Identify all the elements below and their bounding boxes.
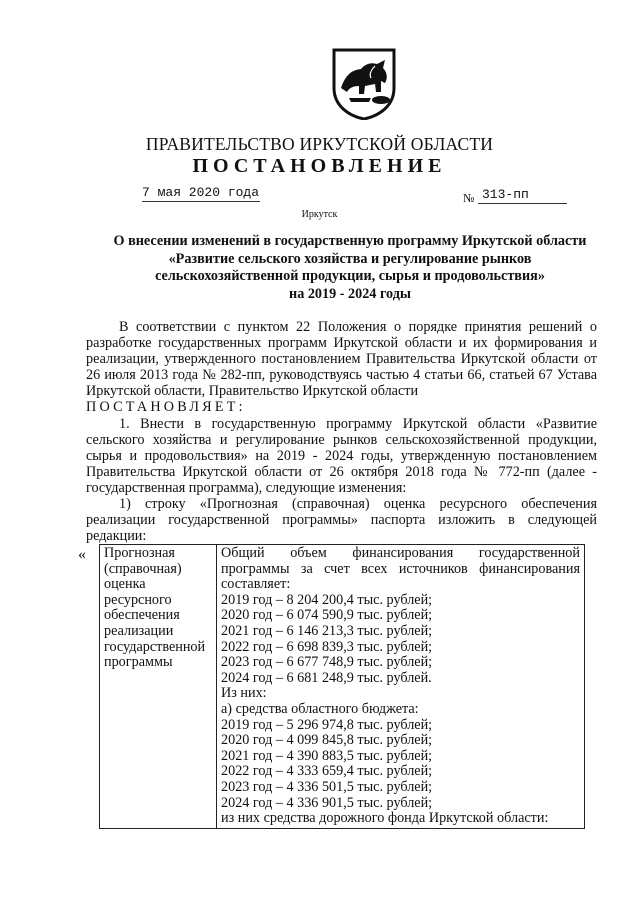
paragraph-item-1-1: 1) строку «Прогнозная (справочная) оценка ресурсного обеспечения реализации государственной программы» паспорта изложить в следующей редакции: bbox=[86, 496, 597, 545]
left-line: ресурсного bbox=[104, 591, 172, 608]
left-line: программы bbox=[104, 654, 173, 671]
left-line: обеспечения bbox=[104, 607, 180, 624]
regional-line: 2024 год – 4 336 901,5 тыс. рублей; bbox=[221, 794, 433, 811]
table-left-cell bbox=[100, 545, 217, 829]
document-title bbox=[70, 233, 630, 303]
decree-date: 7 мая 2020 года bbox=[142, 185, 260, 200]
left-line: реализации bbox=[104, 622, 174, 639]
resource-table bbox=[99, 544, 585, 829]
table-row bbox=[100, 545, 585, 829]
total-line: 2019 год – 8 204 200,4 тыс. рублей; bbox=[221, 591, 433, 608]
number-sign: № bbox=[463, 191, 475, 205]
total-line: 2022 год – 6 698 839,3 тыс. рублей; bbox=[221, 638, 433, 655]
paragraph-preamble: В соответствии с пунктом 22 Положения о порядке принятия решений о разработке государственных программ Иркутской области и их формирования и реализации, утвержденного постановлением Правительства Иркутской области от 26 июля 2013 года № 282-пп, руководствуясь частью 4 статьи 66, статьей 67 Устава Иркутской области, Правительство Иркутской области bbox=[86, 319, 597, 400]
financing-intro: Общий объем финансирования государственной программы за счет всех источников финансирования составляет: bbox=[221, 545, 580, 593]
left-line: (справочная) bbox=[104, 560, 182, 577]
decree-number: 313-пп bbox=[478, 187, 567, 204]
road-fund-label: из них средства дорожного фонда Иркутской области: bbox=[221, 810, 549, 827]
regional-budget-label: а) средства областного бюджета: bbox=[221, 700, 419, 717]
regional-line: 2019 год – 5 296 974,8 тыс. рублей; bbox=[221, 716, 433, 733]
regional-line: 2023 год – 4 336 501,5 тыс. рублей; bbox=[221, 778, 433, 795]
total-line: 2024 год – 6 681 248,9 тыс. рублей. bbox=[221, 669, 432, 686]
regional-line: 2021 год – 4 390 883,5 тыс. рублей; bbox=[221, 747, 433, 764]
total-line: 2023 год – 6 677 748,9 тыс. рублей; bbox=[221, 654, 433, 671]
document-body bbox=[86, 319, 597, 544]
title-line: О внесении изменений в государственную программу Иркутской области bbox=[113, 233, 587, 249]
coat-of-arms-icon bbox=[331, 48, 397, 120]
open-quote: « bbox=[78, 546, 86, 563]
regional-line: 2022 год – 4 333 659,4 тыс. рублей; bbox=[221, 763, 433, 780]
total-line: 2020 год – 6 074 590,9 тыс. рублей; bbox=[221, 607, 433, 624]
decree-title: ПОСТАНОВЛЕНИЕ bbox=[192, 155, 447, 177]
left-line: оценка bbox=[104, 576, 146, 593]
paragraph-item-1: 1. Внести в государственную программу Иркутской области «Развитие сельского хозяйства и регулирование рынков сельскохозяйственной продукции, сырья и продовольствия» на 2019 - 2024 годы, утвержденную постановлением Правительства Иркутской области от 26 октября 2018 года № 772-пп (далее - государственная программа), следующие изменения: bbox=[86, 415, 597, 496]
title-line: сельскохозяйственной продукции, сырья и продовольствия» bbox=[155, 268, 545, 284]
title-line: «Развитие сельского хозяйства и регулирование рынков bbox=[168, 250, 532, 267]
resolves-heading: ПОСТАНОВЛЯЕТ: bbox=[86, 399, 246, 416]
left-line: государственной bbox=[104, 638, 206, 655]
of-them-label: Из них: bbox=[221, 685, 267, 702]
table-right-cell bbox=[217, 545, 585, 829]
regional-line: 2020 год – 4 099 845,8 тыс. рублей; bbox=[221, 732, 433, 749]
left-line: Прогнозная bbox=[104, 545, 175, 561]
city: Иркутск bbox=[301, 209, 338, 220]
government-name: ПРАВИТЕЛЬСТВО ИРКУТСКОЙ ОБЛАСТИ bbox=[145, 134, 494, 154]
total-line: 2021 год – 6 146 213,3 тыс. рублей; bbox=[221, 622, 433, 639]
title-line: на 2019 - 2024 годы bbox=[289, 285, 411, 302]
